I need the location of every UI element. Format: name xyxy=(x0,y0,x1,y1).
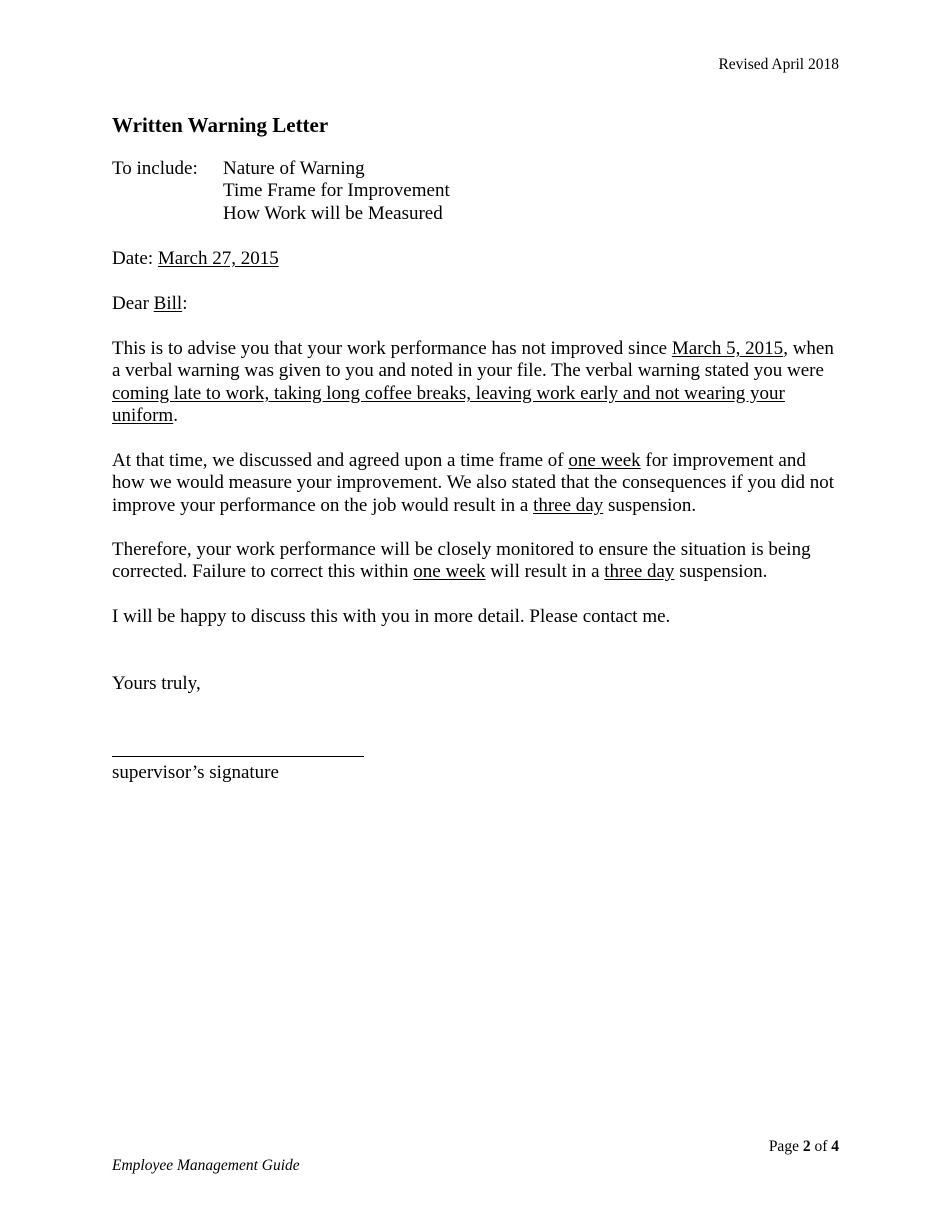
date-line xyxy=(112,248,838,270)
para1-text: . xyxy=(173,405,178,427)
suspension-length: three day xyxy=(604,561,675,583)
revised-date: Revised April 2018 xyxy=(718,56,839,73)
paragraph-4: I will be happy to discuss this with you in more detail. Please contact me. xyxy=(112,606,671,627)
performance-issues: coming late to work, taking long coffee breaks, leaving work early and not wearing your uniform xyxy=(112,382,785,427)
include-label: To include: xyxy=(112,158,198,179)
para3-text: Therefore, your work performance will be closely monitored to ensure the situation is being corrected. Failure to correct this within xyxy=(112,539,811,583)
para3-text: will result in a xyxy=(485,561,605,583)
page-number xyxy=(769,1137,839,1157)
date-value: March 27, 2015 xyxy=(157,248,279,269)
para2-text: suspension. xyxy=(603,494,697,516)
signature-label: supervisor’s signature xyxy=(112,762,279,783)
include-item: How Work will be Measured xyxy=(223,202,443,224)
suspension-length: three day xyxy=(533,494,604,516)
closing: Yours truly, xyxy=(112,673,201,694)
page-number-middle: of xyxy=(810,1138,832,1155)
page-current: 2 xyxy=(802,1138,811,1155)
para2-text: At that time, we discussed and agreed upon a time frame of xyxy=(112,450,569,471)
recipient-name: Bill xyxy=(153,293,183,314)
para1-text: , when a verbal warning was given to you and noted in your file. The verbal warning stated you were xyxy=(112,338,834,382)
include-list xyxy=(223,158,450,225)
salutation xyxy=(112,293,838,315)
improvement-timeframe: one week xyxy=(568,450,641,471)
paragraph-1 xyxy=(112,338,838,428)
include-item: Time Frame for Improvement xyxy=(223,180,450,202)
paragraph-2 xyxy=(112,450,838,517)
page-total: 4 xyxy=(831,1138,839,1155)
para3-text: suspension. xyxy=(674,561,768,583)
verbal-warning-date: March 5, 2015 xyxy=(671,338,784,359)
footer-title: Employee Management Guide xyxy=(112,1157,300,1174)
salutation-suffix: : xyxy=(182,293,188,314)
salutation-prefix: Dear xyxy=(112,293,154,314)
page-title: Written Warning Letter xyxy=(112,113,329,137)
para2-text: for improvement and how we would measure your improvement. We also stated that the consequences if you did not improve your performance on the job would result in a xyxy=(112,450,835,516)
paragraph-3 xyxy=(112,539,838,584)
para1-text: This is to advise you that your work performance has not improved since xyxy=(112,338,672,359)
signature-line xyxy=(112,756,364,757)
include-item: Nature of Warning xyxy=(223,158,365,179)
page-number-prefix: Page xyxy=(768,1138,803,1155)
date-label: Date: xyxy=(112,248,158,269)
correction-timeframe: one week xyxy=(413,561,486,583)
